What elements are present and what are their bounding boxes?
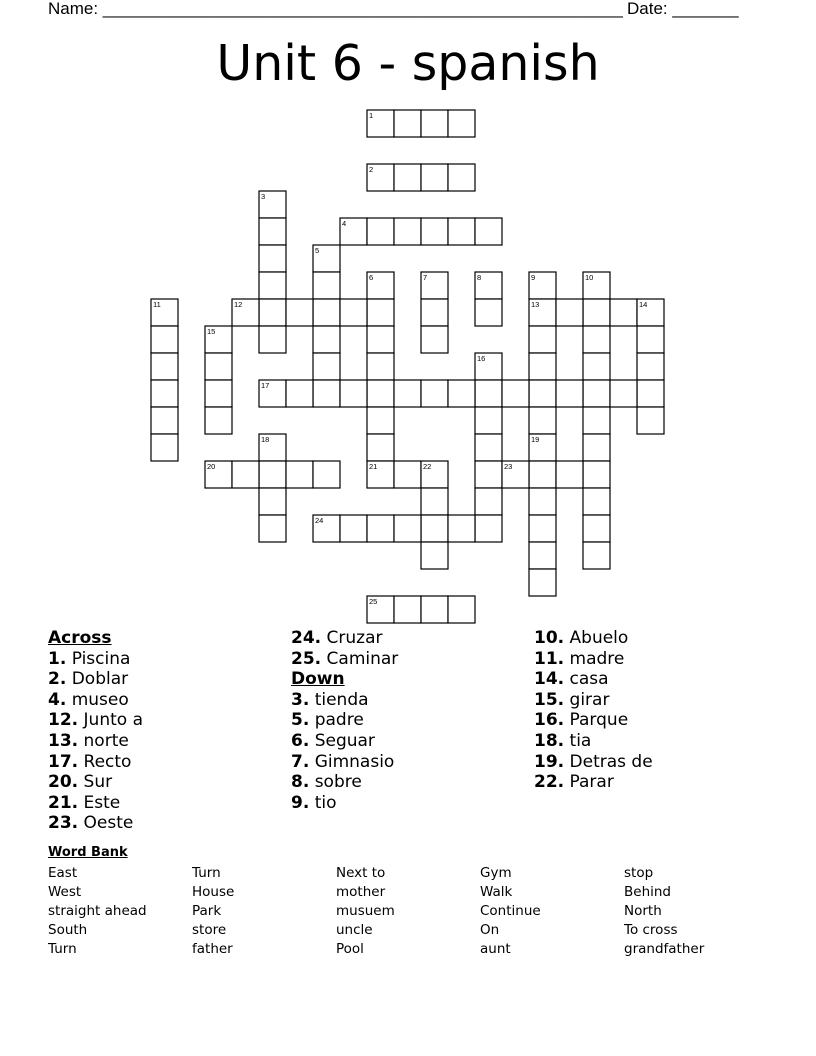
clue-number: 10. xyxy=(534,628,565,648)
clue-down-22 xyxy=(534,772,653,793)
word-bank-item: father xyxy=(192,941,233,957)
crossword-cell[interactable] xyxy=(448,515,475,542)
crossword-cell[interactable] xyxy=(394,110,421,137)
clue-number: 6. xyxy=(291,730,310,751)
clue-number: 12. xyxy=(48,710,79,731)
cell-number: 23 xyxy=(504,462,513,471)
word-bank-item: uncle xyxy=(336,922,373,938)
cell-number: 16 xyxy=(477,354,486,363)
cell-number: 7 xyxy=(423,273,428,282)
crossword-cell[interactable] xyxy=(448,164,475,191)
crossword-cell[interactable] xyxy=(448,218,475,245)
clue-down-14 xyxy=(534,669,653,690)
clue-text: Parque xyxy=(569,710,629,731)
clue-number: 5. xyxy=(291,710,310,731)
crossword-cell[interactable] xyxy=(151,434,178,461)
word-bank-column xyxy=(336,864,395,959)
word-bank-item: mother xyxy=(336,884,386,900)
crossword-cell[interactable] xyxy=(529,326,556,353)
clue-text: Gimnasio xyxy=(314,751,395,772)
word-bank-item: store xyxy=(192,922,227,938)
crossword-cell[interactable] xyxy=(529,515,556,542)
clue-across-17 xyxy=(48,752,143,773)
word-bank-item: North xyxy=(624,903,662,919)
crossword-cell[interactable] xyxy=(529,407,556,434)
clue-text: Recto xyxy=(83,751,132,772)
clue-column-1 xyxy=(48,628,143,834)
crossword-cell[interactable] xyxy=(583,461,610,488)
crossword-cell[interactable] xyxy=(421,218,448,245)
word-bank-item: grandfather xyxy=(624,941,705,957)
crossword-cell[interactable] xyxy=(421,596,448,623)
crossword-cell[interactable] xyxy=(529,380,556,407)
clue-across-24 xyxy=(291,628,398,649)
cell-number: 13 xyxy=(531,300,540,309)
word-bank-item: East xyxy=(48,865,78,881)
crossword-cell[interactable] xyxy=(313,353,340,380)
crossword-cell[interactable] xyxy=(394,596,421,623)
cell-number: 12 xyxy=(234,300,243,309)
clue-number: 14. xyxy=(534,669,565,690)
clue-number: 3. xyxy=(291,689,310,710)
word-bank-item: Walk xyxy=(480,884,513,900)
crossword-cell[interactable] xyxy=(259,218,286,245)
name-field-label[interactable]: Name: _______________________________________________________ xyxy=(48,0,623,18)
crossword-cell[interactable] xyxy=(421,542,448,569)
clue-across-1 xyxy=(48,649,143,670)
crossword-cell[interactable] xyxy=(313,272,340,299)
crossword-cell[interactable] xyxy=(637,380,664,407)
crossword-cell[interactable] xyxy=(313,461,340,488)
crossword-cell[interactable] xyxy=(340,380,367,407)
cell-number: 22 xyxy=(423,462,432,471)
crossword-cell[interactable] xyxy=(313,380,340,407)
crossword-cell[interactable] xyxy=(610,299,637,326)
cell-number: 18 xyxy=(261,435,270,444)
crossword-cell[interactable] xyxy=(313,299,340,326)
word-bank-column xyxy=(624,864,704,959)
clue-down-19 xyxy=(534,752,653,773)
crossword-cell[interactable] xyxy=(556,461,583,488)
word-bank-column xyxy=(480,864,541,959)
crossword-cell[interactable] xyxy=(367,380,394,407)
clue-number: 22. xyxy=(534,772,565,793)
crossword-cell[interactable] xyxy=(475,299,502,326)
word-bank-item: To cross xyxy=(624,922,678,938)
clue-number: 20. xyxy=(48,772,79,793)
clue-text: tienda xyxy=(314,689,369,710)
crossword-cell[interactable] xyxy=(313,326,340,353)
clue-text: Sur xyxy=(83,772,113,793)
crossword-cell[interactable] xyxy=(475,434,502,461)
crossword-cell[interactable] xyxy=(502,380,529,407)
crossword-cell[interactable] xyxy=(367,515,394,542)
clue-text: Detras de xyxy=(569,751,653,772)
cell-number: 14 xyxy=(639,300,648,309)
clue-text: Piscina xyxy=(71,648,131,669)
word-bank-item: Turn xyxy=(192,865,221,881)
clue-down-10 xyxy=(534,628,653,649)
clue-down-7 xyxy=(291,752,398,773)
word-bank-item: House xyxy=(192,884,235,900)
clue-number: 17. xyxy=(48,751,79,772)
clue-number: 19. xyxy=(534,751,565,772)
cell-number: 2 xyxy=(369,165,374,174)
crossword-cell[interactable] xyxy=(529,353,556,380)
crossword-cell[interactable] xyxy=(259,326,286,353)
crossword-cell[interactable] xyxy=(583,434,610,461)
clue-number: 2. xyxy=(48,669,67,690)
clue-across-23 xyxy=(48,813,143,834)
crossword-cell[interactable] xyxy=(475,488,502,515)
cell-number: 11 xyxy=(153,300,161,309)
crossword-cell[interactable] xyxy=(259,245,286,272)
crossword-cell[interactable] xyxy=(529,488,556,515)
clue-text: Oeste xyxy=(83,813,134,834)
clue-text: Caminar xyxy=(326,648,399,669)
crossword-cell[interactable] xyxy=(583,488,610,515)
clue-down-9 xyxy=(291,793,398,814)
crossword-cell[interactable] xyxy=(340,299,367,326)
crossword-cell[interactable] xyxy=(637,326,664,353)
clue-down-3 xyxy=(291,690,398,711)
crossword-cell[interactable] xyxy=(259,299,286,326)
clue-number: 15. xyxy=(534,689,565,710)
clue-text: Junto a xyxy=(83,710,143,731)
word-bank-item: West xyxy=(48,884,82,900)
clue-across-21 xyxy=(48,793,143,814)
clue-column-3 xyxy=(534,628,653,793)
clue-down-8 xyxy=(291,772,398,793)
word-bank-item: South xyxy=(48,922,88,938)
crossword-cell[interactable] xyxy=(610,380,637,407)
crossword-cell[interactable] xyxy=(421,488,448,515)
crossword-cell[interactable] xyxy=(259,272,286,299)
crossword-cell[interactable] xyxy=(475,407,502,434)
clue-text: museo xyxy=(71,689,129,710)
word-bank-item: Behind xyxy=(624,884,671,900)
clue-text: Parar xyxy=(569,772,614,793)
crossword-cell[interactable] xyxy=(529,569,556,596)
clue-number: 8. xyxy=(291,772,310,793)
clue-across-20 xyxy=(48,772,143,793)
word-bank-item: Next to xyxy=(336,865,386,881)
crossword-cell[interactable] xyxy=(475,380,502,407)
cell-number: 6 xyxy=(369,273,374,282)
word-bank-item: Pool xyxy=(336,941,364,957)
crossword-cell[interactable] xyxy=(259,488,286,515)
crossword-cell[interactable] xyxy=(637,407,664,434)
clue-text: Abuelo xyxy=(569,628,629,648)
clue-number: 25. xyxy=(291,648,322,669)
crossword-cell[interactable] xyxy=(556,299,583,326)
clue-down-11 xyxy=(534,649,653,670)
crossword-cell[interactable] xyxy=(475,218,502,245)
clue-text: norte xyxy=(83,730,129,751)
word-bank-item: On xyxy=(480,922,500,938)
cell-number: 19 xyxy=(531,435,540,444)
clue-number: 7. xyxy=(291,751,310,772)
clue-text: tia xyxy=(569,730,592,751)
crossword-cell[interactable] xyxy=(151,353,178,380)
word-bank-item: stop xyxy=(624,865,654,881)
crossword-cell[interactable] xyxy=(367,407,394,434)
crossword-cell[interactable] xyxy=(448,596,475,623)
crossword-cell[interactable] xyxy=(448,110,475,137)
crossword-cell[interactable] xyxy=(421,380,448,407)
clue-number: 16. xyxy=(534,710,565,731)
clue-down-18 xyxy=(534,731,653,752)
word-bank-column xyxy=(48,864,147,959)
across-heading: Across xyxy=(48,628,112,648)
clue-text: padre xyxy=(314,710,364,731)
word-bank-column xyxy=(192,864,234,959)
cell-number: 15 xyxy=(207,327,216,336)
word-bank-item: Turn xyxy=(48,941,77,957)
cell-number: 8 xyxy=(477,273,482,282)
cell-number: 1 xyxy=(369,111,374,120)
clue-down-6 xyxy=(291,731,398,752)
crossword-cell[interactable] xyxy=(583,353,610,380)
page-title: Unit 6 - spanish xyxy=(216,35,600,92)
clue-number: 1. xyxy=(48,648,67,669)
crossword-cell[interactable] xyxy=(232,461,259,488)
crossword-cell[interactable] xyxy=(583,326,610,353)
crossword-cell[interactable] xyxy=(529,461,556,488)
clue-number: 23. xyxy=(48,813,79,834)
crossword-cell[interactable] xyxy=(394,461,421,488)
crossword-cell[interactable] xyxy=(367,218,394,245)
crossword-cell[interactable] xyxy=(394,380,421,407)
clue-column-2 xyxy=(291,628,398,813)
word-bank-item: Park xyxy=(192,903,222,919)
crossword-cell[interactable] xyxy=(151,380,178,407)
clue-across-12 xyxy=(48,710,143,731)
clue-number: 9. xyxy=(291,792,310,813)
crossword-cell[interactable] xyxy=(583,380,610,407)
crossword-cell[interactable] xyxy=(421,110,448,137)
crossword-cell[interactable] xyxy=(340,515,367,542)
crossword-cell[interactable] xyxy=(394,164,421,191)
crossword-cell[interactable] xyxy=(556,380,583,407)
clue-across-13 xyxy=(48,731,143,752)
crossword-cell[interactable] xyxy=(583,515,610,542)
crossword-cell[interactable] xyxy=(583,407,610,434)
crossword-cell[interactable] xyxy=(421,515,448,542)
crossword-cell[interactable] xyxy=(205,407,232,434)
clue-text: Este xyxy=(83,792,121,813)
cell-number: 25 xyxy=(369,597,378,606)
crossword-cell[interactable] xyxy=(367,299,394,326)
crossword-cell[interactable] xyxy=(421,326,448,353)
crossword-cell[interactable] xyxy=(259,515,286,542)
crossword-cell[interactable] xyxy=(421,299,448,326)
clue-text: Seguar xyxy=(314,730,375,751)
clue-text: girar xyxy=(569,689,610,710)
word-bank-title: Word Bank xyxy=(48,845,128,860)
clue-across-4 xyxy=(48,690,143,711)
crossword-cell[interactable] xyxy=(421,164,448,191)
cell-number: 3 xyxy=(261,192,266,201)
cell-number: 4 xyxy=(342,219,347,228)
crossword-cell[interactable] xyxy=(367,326,394,353)
crossword-cell[interactable] xyxy=(367,353,394,380)
clue-text: sobre xyxy=(314,772,362,793)
crossword-cell[interactable] xyxy=(205,353,232,380)
word-bank-item: straight ahead xyxy=(48,903,147,919)
clue-number: 4. xyxy=(48,689,67,710)
clue-text: Cruzar xyxy=(326,628,383,648)
crossword-cell[interactable] xyxy=(475,515,502,542)
crossword-cell[interactable] xyxy=(151,326,178,353)
crossword-cell[interactable] xyxy=(367,434,394,461)
crossword-cell[interactable] xyxy=(583,299,610,326)
clue-number: 21. xyxy=(48,792,79,813)
crossword-cell[interactable] xyxy=(448,380,475,407)
crossword-cell[interactable] xyxy=(394,218,421,245)
clue-text: casa xyxy=(569,669,609,690)
clue-across-2 xyxy=(48,669,143,690)
word-bank-item: Gym xyxy=(480,865,512,881)
cell-number: 5 xyxy=(315,246,320,255)
crossword-cell[interactable] xyxy=(205,380,232,407)
crossword-cell[interactable] xyxy=(286,461,313,488)
crossword-cell[interactable] xyxy=(151,407,178,434)
cell-number: 10 xyxy=(585,273,594,282)
cell-number: 20 xyxy=(207,462,216,471)
cell-number: 17 xyxy=(261,381,270,390)
word-bank-item: aunt xyxy=(480,941,511,957)
crossword-cell[interactable] xyxy=(583,542,610,569)
clue-number: 24. xyxy=(291,628,322,648)
crossword-cell[interactable] xyxy=(475,461,502,488)
date-field-label[interactable]: Date: _______ xyxy=(627,0,739,18)
clue-text: Doblar xyxy=(71,669,129,690)
crossword-cell[interactable] xyxy=(259,461,286,488)
clue-down-5 xyxy=(291,710,398,731)
crossword-cell[interactable] xyxy=(637,353,664,380)
crossword-cell[interactable] xyxy=(286,299,313,326)
crossword-cell[interactable] xyxy=(394,515,421,542)
clue-number: 18. xyxy=(534,730,565,751)
cell-number: 21 xyxy=(369,462,378,471)
cell-number: 9 xyxy=(531,273,536,282)
clue-text: madre xyxy=(569,648,625,669)
clue-number: 13. xyxy=(48,730,79,751)
down-heading: Down xyxy=(291,669,345,690)
clue-across-25 xyxy=(291,649,398,670)
cell-number: 24 xyxy=(315,516,324,525)
crossword-cell[interactable] xyxy=(286,380,313,407)
clue-down-15 xyxy=(534,690,653,711)
crossword-cell[interactable] xyxy=(529,542,556,569)
clue-text: tio xyxy=(314,792,337,813)
clue-down-16 xyxy=(534,710,653,731)
word-bank-item: musuem xyxy=(336,903,395,919)
clue-number: 11. xyxy=(534,648,565,669)
word-bank-item: Continue xyxy=(480,903,541,919)
